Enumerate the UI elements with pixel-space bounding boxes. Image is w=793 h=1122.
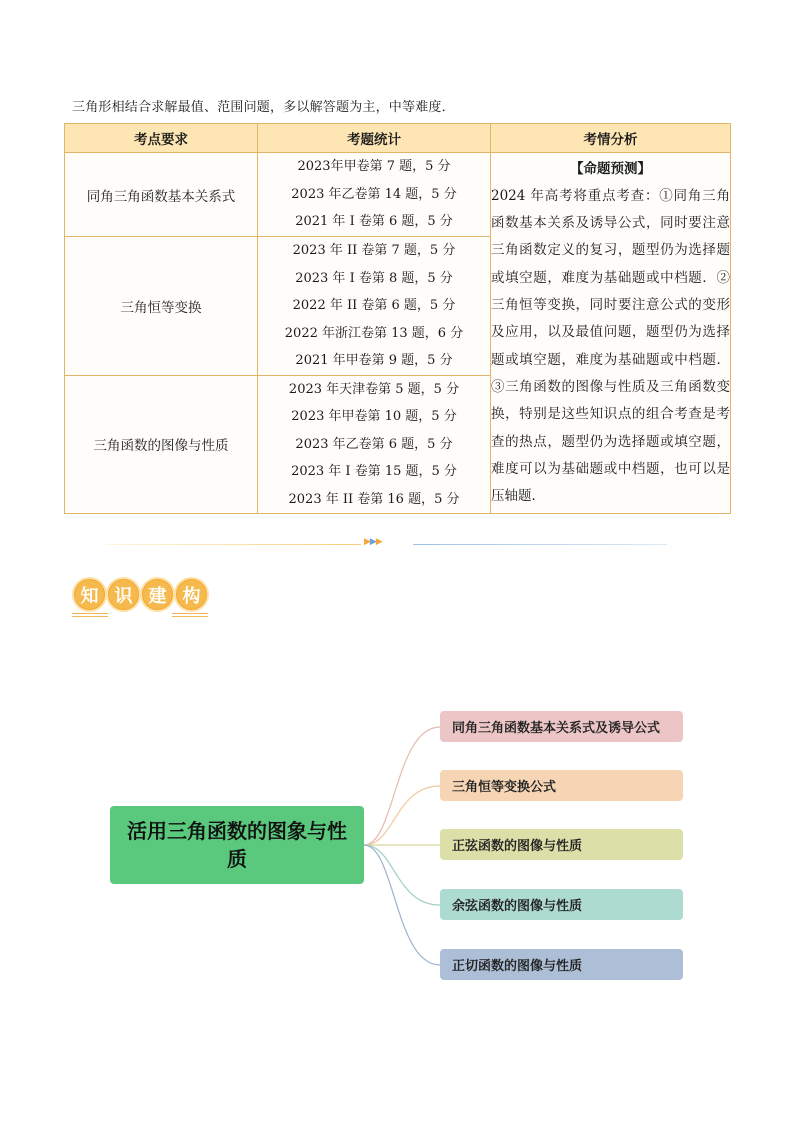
section-badge: [72, 577, 208, 612]
stat-item: 2023 年 II 卷第 7 题，5 分: [292, 243, 456, 258]
topic-cell: 同角三角函数基本关系式: [65, 153, 258, 237]
table-header-row: [65, 124, 731, 153]
connector-line: [364, 727, 440, 845]
stats-cell: [258, 237, 491, 376]
stat-item: 2022 年 II 卷第 6 题，5 分: [292, 298, 456, 313]
exam-analysis-table: [64, 123, 731, 514]
analysis-title: 【命题预测】: [570, 160, 651, 177]
section-divider-right: [413, 544, 667, 545]
stat-item: 2023 年乙卷第 14 题，5 分: [291, 186, 457, 202]
stat-item: 2021 年 I 卷第 6 题，5 分: [295, 214, 453, 230]
topic-cell: 三角函数的图像与性质: [65, 375, 258, 514]
badge-char: 构: [174, 577, 209, 612]
stat-item: 2023 年甲卷第 10 题，5 分: [291, 409, 457, 424]
stat-item: 2021 年甲卷第 9 题，5 分: [295, 353, 453, 368]
stat-item: 2023 年天津卷第 5 题，5 分: [288, 381, 460, 397]
mind-map: [0, 690, 793, 990]
topic-cell: 三角恒等变换: [65, 237, 258, 376]
table-row: [65, 153, 731, 237]
stat-item: 2023 年 I 卷第 15 题，5 分: [291, 464, 457, 479]
stats-cell: [258, 375, 491, 514]
mind-map-branch: 三角恒等变换公式: [440, 770, 683, 801]
mind-map-branch: 余弦函数的图像与性质: [440, 889, 683, 920]
mind-map-branch: 正弦函数的图像与性质: [440, 829, 683, 860]
stat-item: 2023年甲卷第 7 题，5 分: [297, 159, 451, 175]
mind-map-root: 活用三角函数的图象与性质: [110, 806, 364, 884]
analysis-cell: [491, 153, 731, 514]
stat-item: 2023 年乙卷第 6 题，5 分: [295, 436, 453, 452]
header-analysis: 考情分析: [491, 124, 731, 153]
section-divider-left: [106, 544, 361, 545]
analysis-text: 2024 年高考将重点考查：①同角三角函数基本关系及诱导公式，同时要注意三角函数定义的复习，题型仍为选择题或填空题，难度为基础题或中档题．②三角恒等变换，同时要注意公式的变形及应用，以及最值问题，题型仍为选择题或填空题，难度为基础题或中档题．③三角函数的图像与性质及三角函数变换，特别是这些知识点的组合考查是考查的热点，题型仍为选择题或填空题，难度可以为基础题或中档题，也可以是压轴题．: [491, 187, 730, 505]
mind-map-branch: 同角三角函数基本关系式及诱导公式: [440, 711, 683, 742]
badge-char: 建: [140, 577, 175, 612]
badge-underline-right: [172, 613, 208, 619]
intro-text: 三角形相结合求解最值、范围问题，多以解答题为主，中等难度．: [72, 100, 455, 115]
connector-line: [364, 845, 440, 965]
header-topic: 考点要求: [65, 124, 258, 153]
mind-map-branch: 正切函数的图像与性质: [440, 949, 683, 980]
divider-arrows-icon: ▶▶▶: [364, 537, 382, 547]
stat-item: 2023 年 I 卷第 8 题，5 分: [295, 270, 453, 286]
stat-item: 2023 年 II 卷第 16 题，5 分: [288, 491, 460, 507]
header-stats: 考题统计: [258, 124, 491, 153]
badge-char: 知: [72, 577, 107, 612]
connector-line: [364, 845, 440, 905]
badge-char: 识: [106, 577, 141, 612]
stats-cell: [258, 153, 491, 237]
badge-underline-left: [72, 613, 108, 619]
stat-item: 2022 年浙江卷第 13 题，6 分: [284, 325, 464, 341]
connector-line: [364, 786, 440, 845]
